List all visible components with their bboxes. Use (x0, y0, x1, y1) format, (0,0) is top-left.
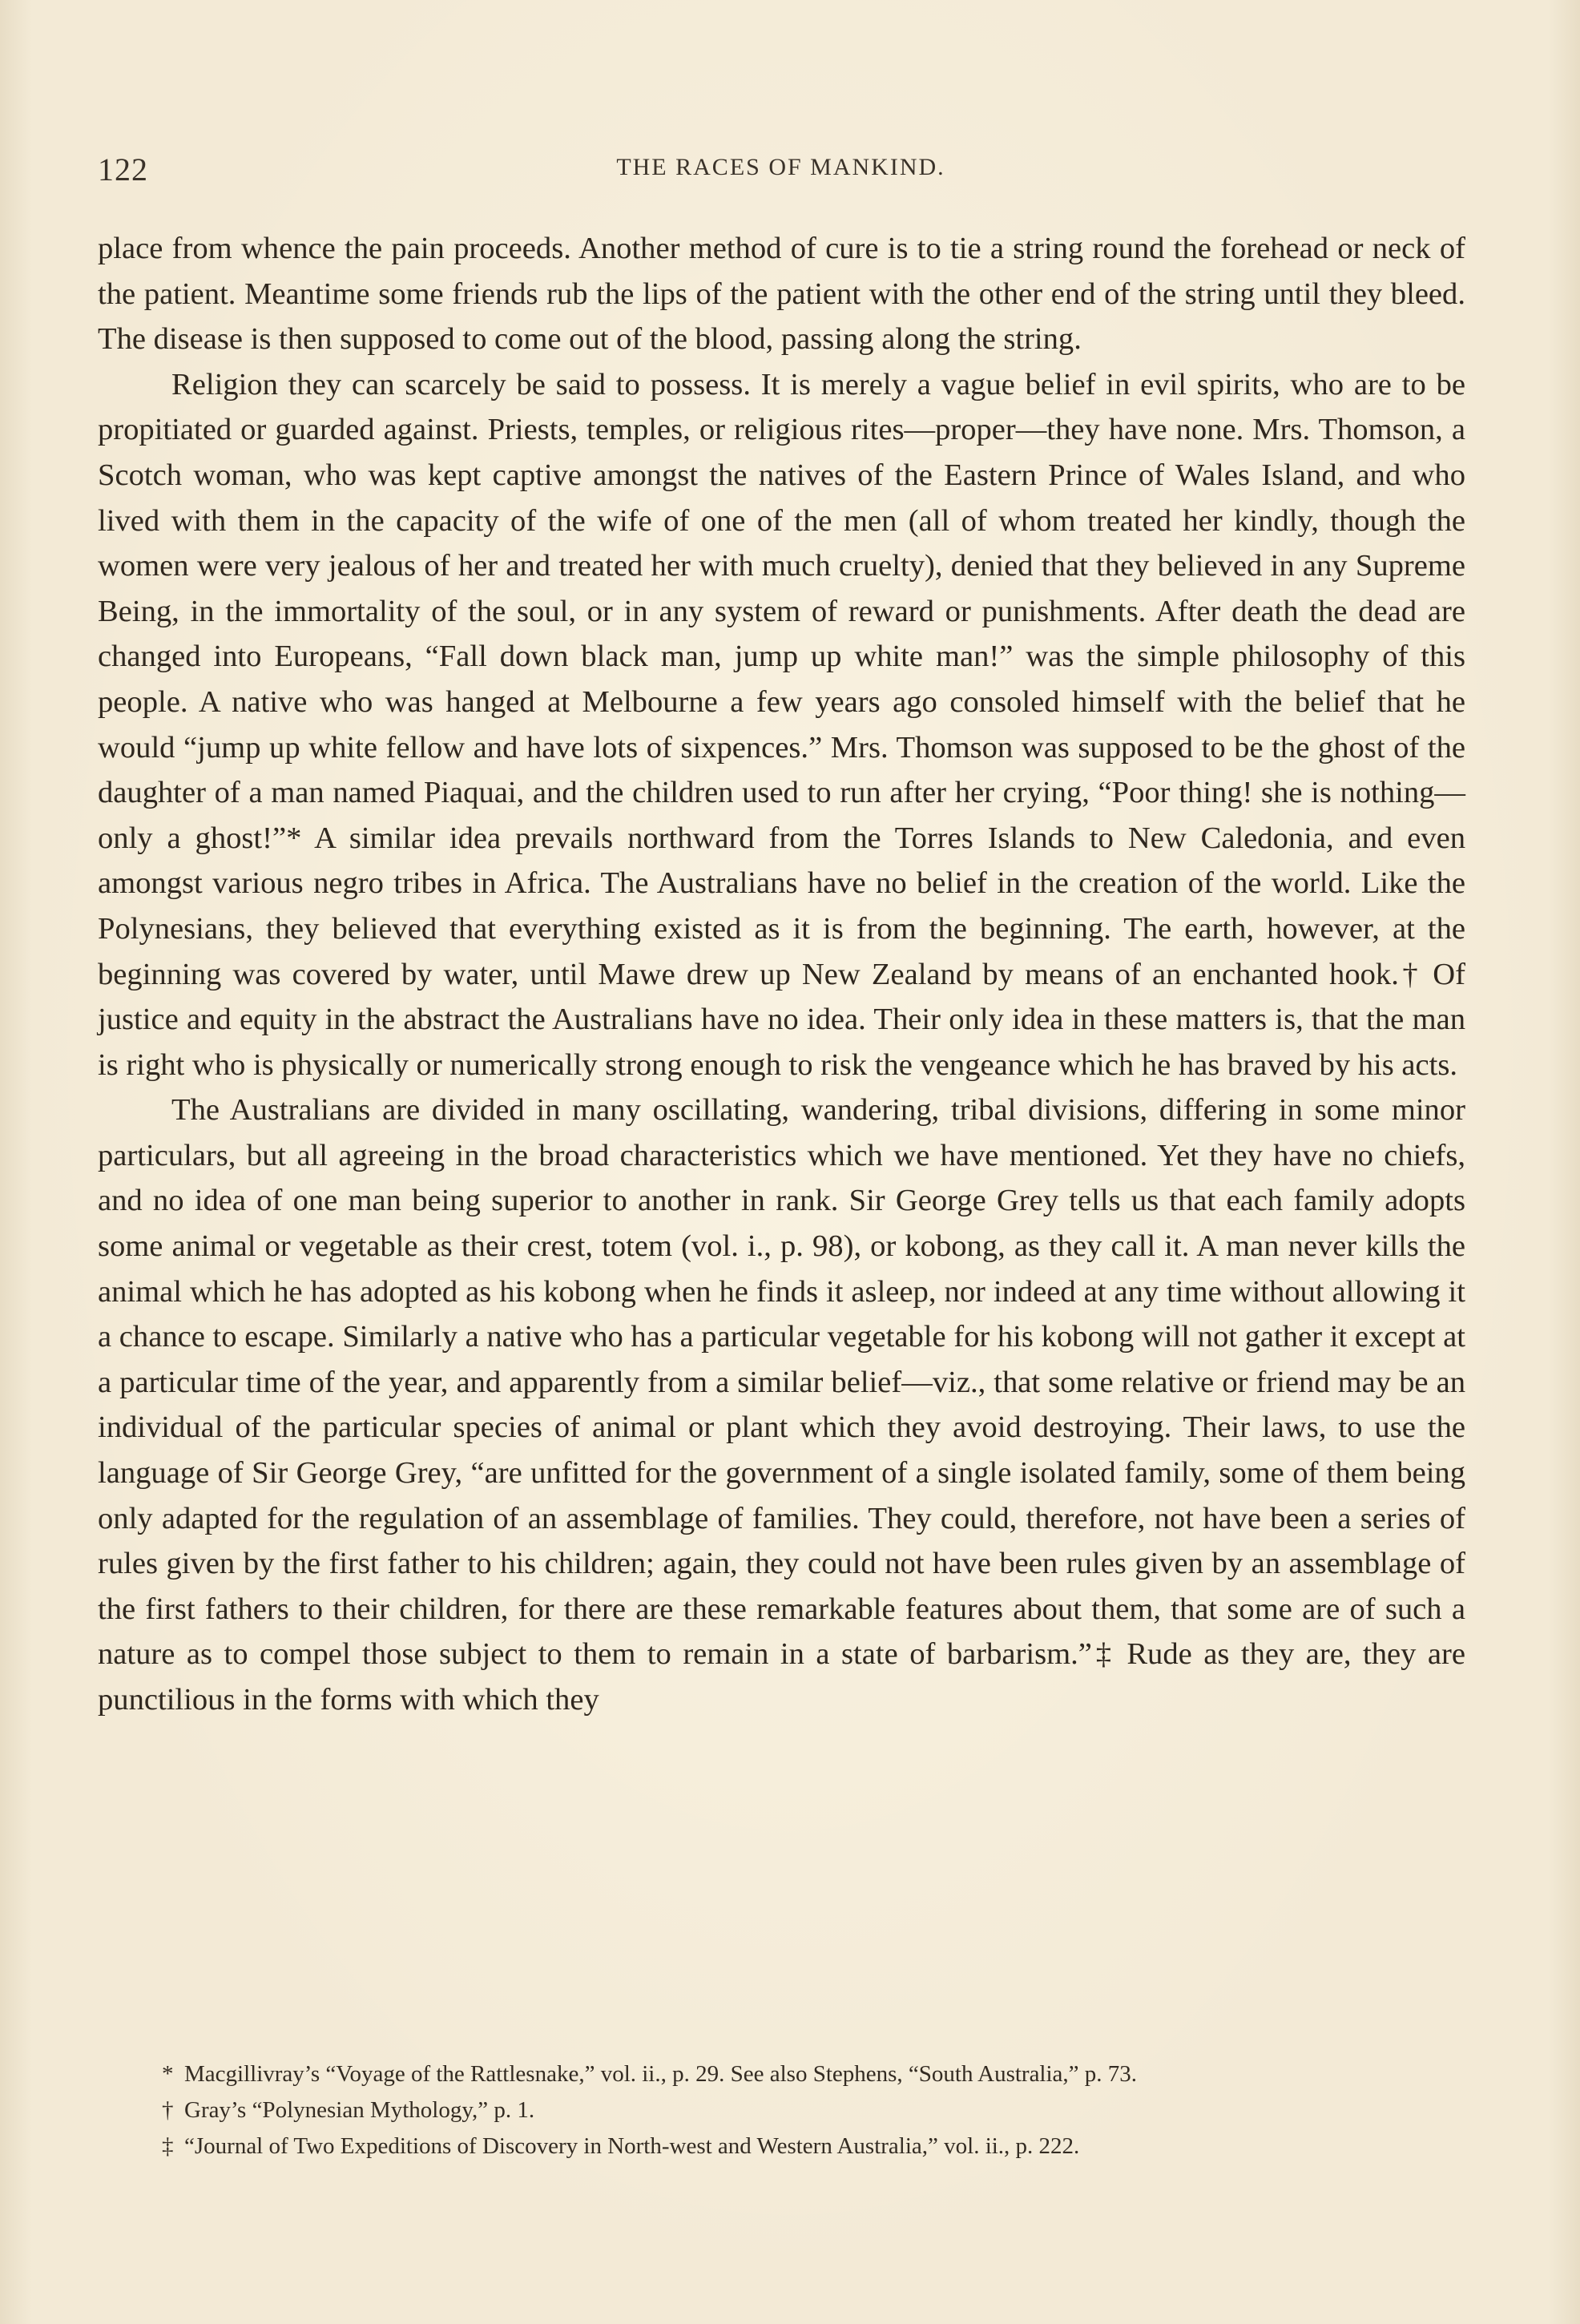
footnote-mark: † (162, 2097, 174, 2123)
footnote-text: “Journal of Two Expeditions of Discovery in North-west and Western Australia,” vol. ii., p. 222. (184, 2133, 1080, 2159)
footnote-1 (162, 2056, 1484, 2092)
running-head: THE RACES OF MANKIND. (616, 154, 945, 180)
paragraph-tribes: The Australians are divided in many oscillating, wandering, tribal divisions, differing in some minor particulars, but all agreeing in the broad characteristics which we have mentioned. Yet they have no chiefs, and no idea of one man being superior to another in rank. Sir George Grey tells us that each family adopts some animal or vegetable as their crest, totem (vol. i., p. 98), or kobong, as they call it. A man never kills the animal which he has adopted as his kobong when he finds it asleep, nor indeed at any time without allowing it a chance to escape. Similarly a native who has a particular vegetable for his kobong will not gather it except at a particular time of the year, and apparently from a similar belief—viz., that some relative or friend may be an individual of the particular species of animal or plant which they avoid destroying. Their laws, to use the language of Sir George Grey, “are unfitted for the government of a single isolated family, some of them being only adapted for the regulation of an assemblage of families. They could, therefore, not have been a series of rules given by the first father to his children; again, they could not have been rules given by an assemblage of the first fathers to their children, for there are these remarkable features about them, that some are of such a nature as to compel those subject to them to remain in a state of barbarism.”‡ Rude as they are, they are punctilious in the forms with which they (98, 1093, 1465, 1717)
footnote-mark: * (162, 2061, 174, 2087)
footnote-3 (162, 2128, 1484, 2165)
footnote-text: Gray’s “Polynesian Mythology,” p. 1. (184, 2097, 535, 2123)
footnote-text: Macgillivray’s “Voyage of the Rattlesnake,” vol. ii., p. 29. See also Stephens, “South Australia,” p. 73. (184, 2061, 1138, 2087)
footnote-mark: ‡ (162, 2133, 174, 2159)
footnote-2 (162, 2092, 1484, 2128)
body-text (98, 226, 1465, 1723)
paragraph-religion: Religion they can scarcely be said to possess. It is merely a vague belief in evil spirits, who are to be propitiated or guarded against. Priests, temples, or religious rites—proper—they have none. Mrs. Thomson, a Scotch woman, who was kept captive amongst the natives of the Eastern Prince of Wales Island, and who lived with them in the capacity of the wife of one of the men (all of whom treated her kindly, though the women were very jealous of her and treated her with much cruelty), denied that they believed in any Supreme Being, in the immortality of the soul, or in any system of reward or punishments. After death the dead are changed into Europeans, “Fall down black man, jump up white man!” was the simple philosophy of this people. A native who was hanged at Melbourne a few years ago consoled himself with the belief that he would “jump up white fellow and have lots of sixpences.” Mrs. Thomson was supposed to be the ghost of the daughter of a man named Piaquai, and the children used to run after her crying, “Poor thing! she is nothing—only a ghost!”* A similar idea prevails northward from the Torres Islands to New Caledonia, and even amongst various negro tribes in Africa. The Australians have no belief in the creation of the world. Like the Polynesians, they believed that everything existed as it is from the beginning. The earth, however, at the beginning was covered by water, until Mawe drew up New Zealand by means of an enchanted hook.† Of justice and equity in the abstract the Australians have no idea. Their only idea in these matters is, that the man is right who is physically or numerically strong enough to risk the vengeance which he has braved by his acts. (98, 367, 1465, 1082)
footnotes (162, 2056, 1484, 2165)
page-header (98, 151, 1464, 199)
page-number: 122 (98, 151, 148, 188)
paragraph-cure: place from whence the pain proceeds. Another method of cure is to tie a string round the forehead or neck of the patient. Meantime some friends rub the lips of the patient with the other end of the string until they bleed. The disease is then supposed to come out of the blood, passing along the string. (98, 232, 1465, 357)
